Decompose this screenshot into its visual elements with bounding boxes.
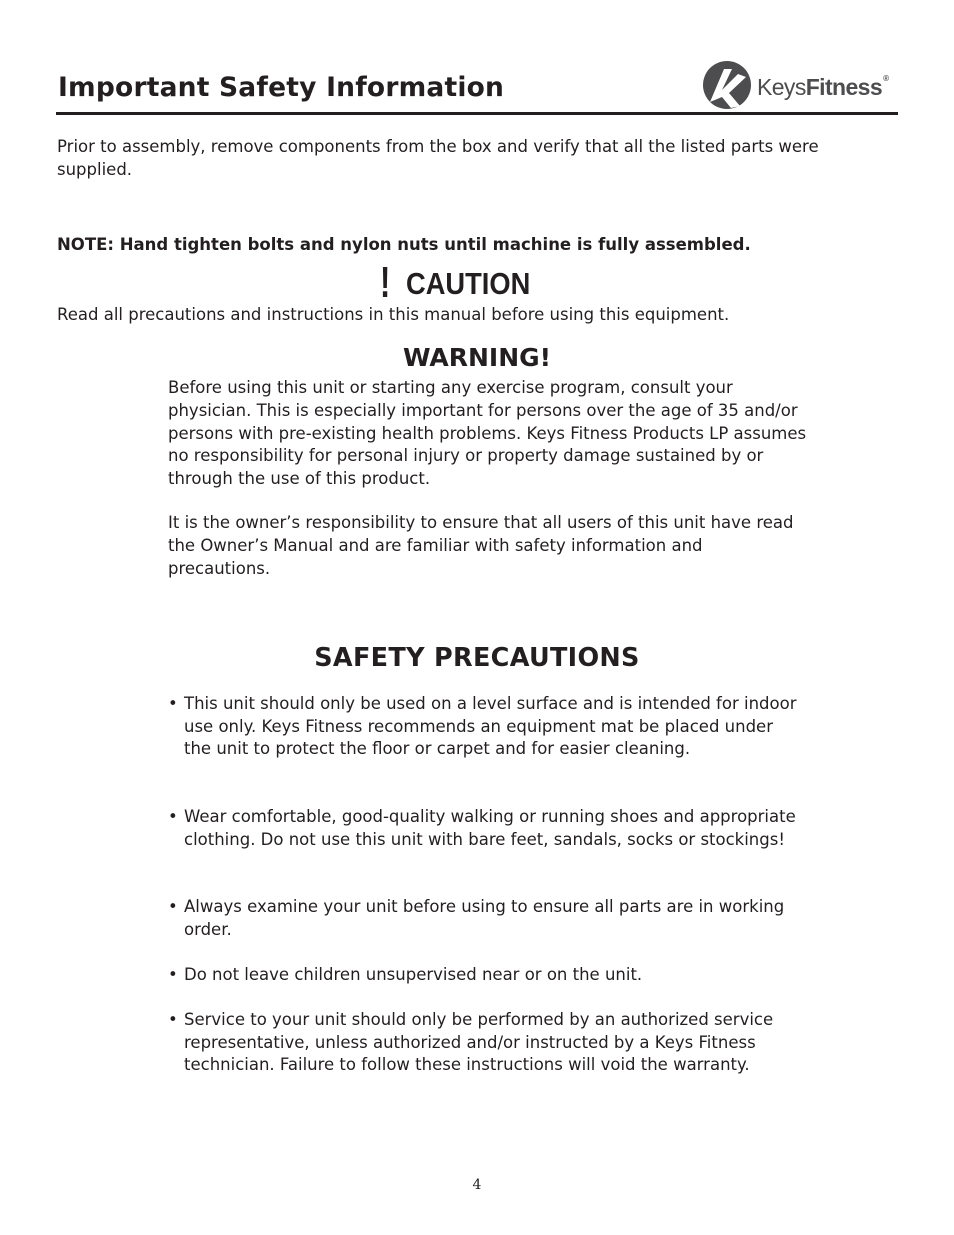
precaution-item (168, 806, 798, 851)
caution-label: CAUTION (406, 266, 531, 301)
header-divider (56, 112, 898, 115)
bullet-icon: • (168, 897, 178, 916)
warning-title: WARNING! (402, 343, 552, 372)
keys-fitness-logo-mark-icon (702, 60, 752, 110)
bullet-icon: • (168, 694, 178, 713)
safety-precautions-title: SAFETY PRECAUTIONS (314, 643, 640, 673)
bullet-icon: • (168, 807, 178, 826)
bullet-icon: • (168, 965, 178, 984)
logo-trademark: ® (883, 74, 889, 83)
warning-paragraph: Before using this unit or starting any exercise program, consult your physician. This is especially important for persons over the age of 35 and/or persons with pre-existing health problems. Keys Fitness Products LP assumes no responsibility for personal injury or property damage sustained by or through the use of this product. (168, 378, 807, 489)
exclamation-icon: ! (380, 258, 391, 307)
bullet-icon: • (168, 1010, 178, 1029)
logo-text-main: Fitness (805, 74, 883, 100)
intro-paragraph: Prior to assembly, remove components from the box and verify that all the listed parts were supplied. (57, 137, 819, 179)
logo-text-prefix: Keys (757, 74, 806, 100)
logo-wordmark (757, 74, 888, 101)
page-number: 4 (472, 1177, 482, 1193)
assembly-note: NOTE: Hand tighten bolts and nylon nuts until machine is fully assembled. (57, 235, 751, 254)
precaution-item (168, 693, 798, 761)
precaution-text: This unit should only be used on a level surface and is intended for indoor use only. Keys Fitness recommends an equipment mat be placed under the unit to protect the floor or carpet and for easier cleaning. (184, 694, 797, 759)
precaution-text: Wear comfortable, good-quality walking or running shoes and appropriate clothing. Do not use this unit with bare feet, sandals, socks or stockings! (184, 807, 796, 849)
precaution-item (168, 964, 798, 987)
precaution-item (168, 896, 798, 941)
precaution-text: Service to your unit should only be performed by an authorized service representative, unless authorized and/or instructed by a Keys Fitness technician. Failure to follow these instructions will void the warranty. (184, 1010, 774, 1075)
precaution-text: Do not leave children unsupervised near or on the unit. (184, 965, 643, 984)
caution-text: Read all precautions and instructions in this manual before using this equipment. (57, 305, 730, 324)
keys-fitness-logo (702, 60, 902, 112)
page-title: Important Safety Information (58, 72, 505, 103)
precaution-item (168, 1009, 798, 1077)
warning-paragraph: It is the owner’s responsibility to ensure that all users of this unit have read the Owner’s Manual and are familiar with safety information and precautions. (168, 513, 794, 578)
precaution-text: Always examine your unit before using to ensure all parts are in working order. (184, 897, 785, 939)
